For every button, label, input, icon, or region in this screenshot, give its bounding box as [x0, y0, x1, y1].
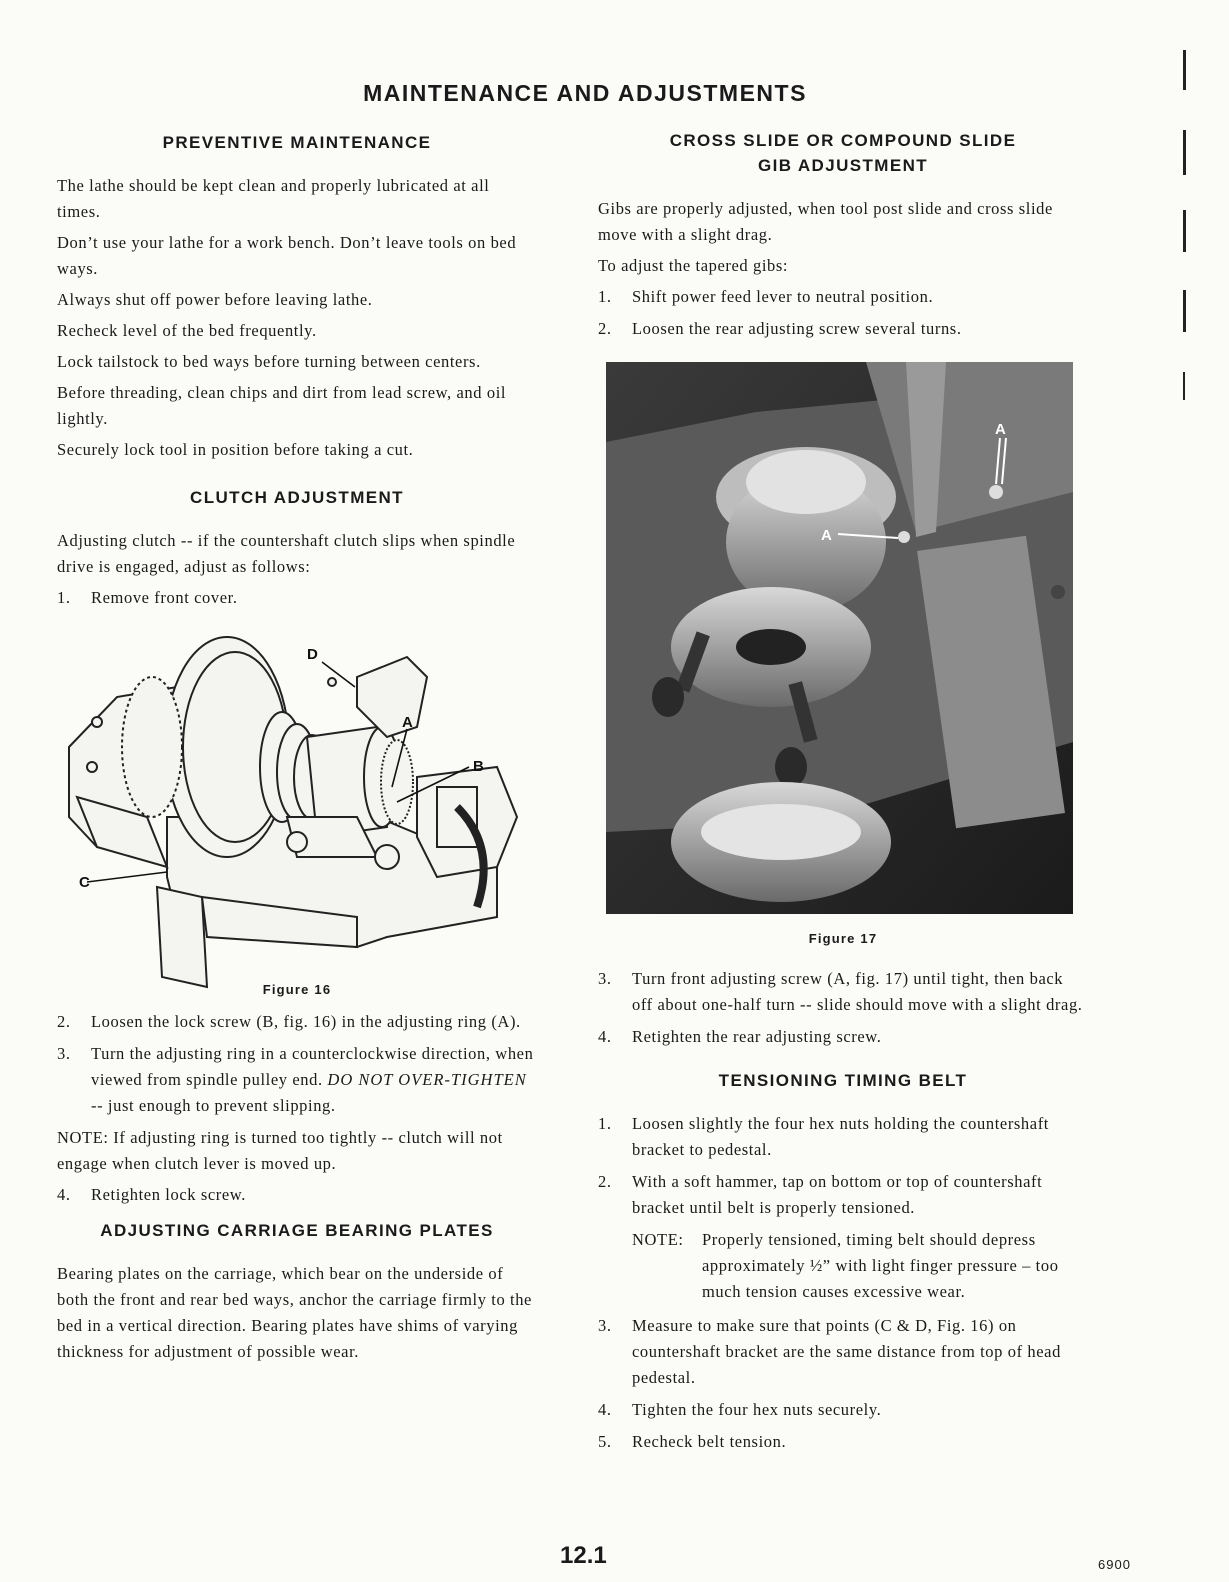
step-number: 4.	[598, 1400, 612, 1419]
step-number: 2.	[57, 1012, 71, 1031]
note-text: Properly tensioned, timing belt should depress approximately ½” with light finger pressure – too much tension causes excessive wear.	[702, 1230, 1059, 1301]
page-title: MAINTENANCE AND ADJUSTMENTS	[363, 80, 807, 106]
step-number: 1.	[598, 287, 612, 306]
step-3-text-end: -- just enough to prevent slipping.	[91, 1096, 336, 1115]
gib-intro: Gibs are properly adjusted, when tool post slide and cross slide move with a slight drag.	[598, 199, 1053, 244]
right-column	[598, 128, 1088, 1461]
step-text: Loosen slightly the four hex nuts holding the countershaft bracket to pedestal.	[632, 1114, 1049, 1159]
step-text: Retighten the rear adjusting screw.	[632, 1027, 882, 1046]
step-number: 1.	[598, 1114, 612, 1133]
step-number: 2.	[598, 1172, 612, 1191]
gib-lead: To adjust the tapered gibs:	[598, 256, 789, 275]
step-number: 2.	[598, 319, 612, 338]
preventive-maintenance-heading: PREVENTIVE MAINTENANCE	[162, 133, 432, 152]
clutch-step-2	[57, 1009, 537, 1035]
step-number: 4.	[598, 1027, 612, 1046]
step-number: 1.	[57, 588, 71, 607]
gib-heading-line-1: CROSS SLIDE OR COMPOUND SLIDE	[669, 131, 1017, 150]
preventive-paragraph: Securely lock tool in position before taking a cut.	[57, 440, 414, 459]
page-number: 12.1	[560, 1542, 607, 1569]
clutch-step-4	[57, 1182, 537, 1208]
figure-16-label-d: D	[307, 646, 319, 663]
step-number: 4.	[57, 1185, 71, 1204]
warning-text: DO NOT OVER-TIGHTEN	[327, 1070, 527, 1089]
step-text: With a soft hammer, tap on bottom or top of countershaft bracket until belt is properly tensioned.	[632, 1172, 1043, 1217]
binding-mark	[1183, 290, 1186, 332]
step-3-text: Turn the adjusting ring in a counterclockwise direction, when viewed from spindle pulley end.	[91, 1044, 534, 1089]
figure-16	[57, 617, 537, 997]
step-text: Loosen the rear adjusting screw several turns.	[632, 319, 962, 338]
left-column	[57, 130, 537, 1370]
preventive-paragraph: The lathe should be kept clean and properly lubricated at all times.	[57, 176, 490, 221]
document-code: 6900	[1098, 1557, 1131, 1572]
belt-note	[632, 1227, 1088, 1305]
step-text: Loosen the lock screw (B, fig. 16) in the adjusting ring (A).	[91, 1012, 521, 1031]
bearing-plates-heading: ADJUSTING CARRIAGE BEARING PLATES	[100, 1221, 494, 1240]
bearing-paragraph: Bearing plates on the carriage, which bear on the underside of both the front and rear bed ways, anchor the carriage firmly to the bed in a vertical direction. Bearing plates have shims of varying thickness for adjustment of possible wear.	[57, 1264, 532, 1361]
figure-17-label-a-rear: A	[995, 421, 1007, 438]
clutch-intro: Adjusting clutch -- if the countershaft clutch slips when spindle drive is engaged, adjust as follows:	[57, 531, 516, 576]
gib-heading-line-2: GIB ADJUSTMENT	[757, 156, 929, 175]
preventive-paragraph: Recheck level of the bed frequently.	[57, 321, 317, 340]
clutch-assembly-illustration	[57, 617, 537, 997]
step-text	[91, 1041, 537, 1119]
binding-mark	[1183, 130, 1186, 175]
step-text: Measure to make sure that points (C & D, Fig. 16) on countershaft bracket are the same distance from top of head pedestal.	[632, 1316, 1061, 1387]
preventive-paragraph: Before threading, clean chips and dirt from lead screw, and oil lightly.	[57, 383, 507, 428]
belt-step-1	[598, 1111, 1088, 1163]
binding-mark	[1183, 210, 1186, 252]
cross-slide-photo	[606, 362, 1073, 914]
preventive-paragraph: Don’t use your lathe for a work bench. Don’t leave tools on bed ways.	[57, 233, 517, 278]
preventive-paragraph: Always shut off power before leaving lathe.	[57, 290, 373, 309]
clutch-step-3	[57, 1041, 537, 1119]
belt-step-2	[598, 1169, 1088, 1221]
step-text: Shift power feed lever to neutral position.	[632, 287, 934, 306]
belt-step-3	[598, 1313, 1088, 1391]
figure-17-caption: Figure 17	[808, 931, 878, 946]
figure-17-label-a-front: A	[821, 527, 833, 544]
belt-step-4	[598, 1397, 1088, 1423]
binding-mark	[1183, 372, 1185, 400]
gib-adjustment-heading	[598, 128, 1088, 178]
gib-step-2	[598, 316, 1088, 342]
belt-step-5	[598, 1429, 1088, 1455]
gib-step-3	[598, 966, 1088, 1018]
figure-16-caption: Figure 16	[262, 982, 332, 997]
figure-17	[606, 362, 1088, 922]
step-number: 3.	[598, 969, 612, 988]
clutch-adjustment-heading: CLUTCH ADJUSTMENT	[190, 488, 404, 507]
step-number: 5.	[598, 1432, 612, 1451]
step-text: Retighten lock screw.	[91, 1185, 246, 1204]
gib-step-1	[598, 284, 1088, 310]
clutch-note: NOTE: If adjusting ring is turned too tightly -- clutch will not engage when clutch lever is moved up.	[57, 1128, 503, 1173]
preventive-paragraph: Lock tailstock to bed ways before turning between centers.	[57, 352, 481, 371]
step-text: Remove front cover.	[91, 588, 238, 607]
step-text: Tighten the four hex nuts securely.	[632, 1400, 882, 1419]
step-text: Turn front adjusting screw (A, fig. 17) until tight, then back off about one-half turn -- slide should move with a slight drag.	[632, 969, 1083, 1014]
figure-16-label-a: A	[402, 714, 414, 731]
clutch-step-1	[57, 585, 537, 611]
figure-16-label-b: B	[473, 758, 485, 775]
gib-step-4	[598, 1024, 1088, 1050]
step-number: 3.	[598, 1316, 612, 1335]
step-text: Recheck belt tension.	[632, 1432, 787, 1451]
timing-belt-heading: TENSIONING TIMING BELT	[718, 1071, 968, 1090]
binding-mark	[1183, 50, 1186, 90]
figure-16-label-c: C	[79, 874, 91, 891]
step-number: 3.	[57, 1044, 71, 1063]
note-label: NOTE:	[632, 1230, 684, 1249]
